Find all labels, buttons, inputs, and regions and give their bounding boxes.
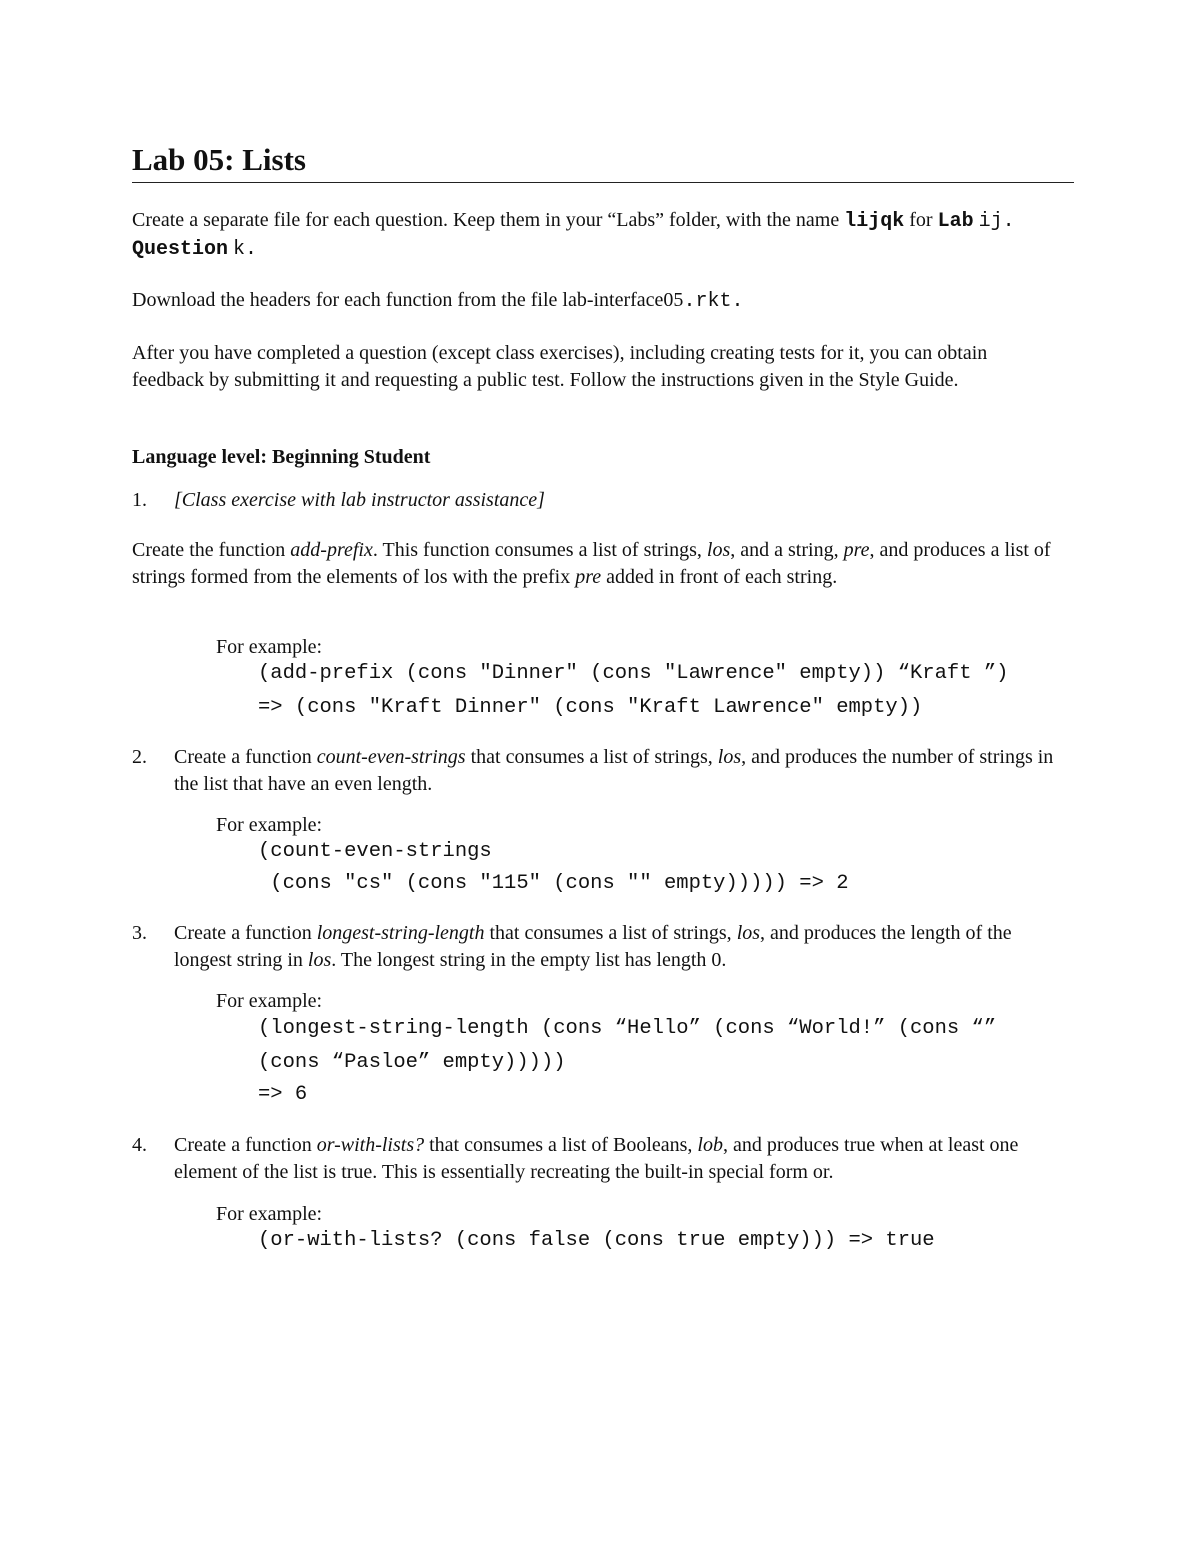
code-line: (longest-string-length (cons “Hello” (cons “World!” (cons “” bbox=[258, 1017, 997, 1040]
intro-text: Download the headers for each function from the file lab-interface05 bbox=[132, 289, 684, 311]
filename-pattern: lijqk bbox=[844, 210, 905, 233]
argument-name: los bbox=[706, 539, 731, 561]
question-text-part: . The longest string in the empty list has length 0. bbox=[331, 949, 727, 971]
function-name: count-even-strings bbox=[316, 746, 466, 768]
question-text-part: Create a function bbox=[174, 922, 317, 944]
example-label: For example: bbox=[216, 1203, 323, 1225]
question-text-part: , and produces the number of strings in the list that have an even length. bbox=[174, 746, 1054, 795]
code-line: (cons "cs" (cons "115" (cons "" empty))))) => 2 bbox=[258, 872, 849, 895]
intro-paragraph-feedback: After you have completed a question (except class exercises), including creating tests for it, you can obtain feedback by submitting it and requesting a public test. Follow the instructions given in the Style Guide. bbox=[132, 342, 988, 391]
code-line: => 6 bbox=[258, 1083, 308, 1106]
argument-name: lob bbox=[697, 1134, 723, 1156]
code-line: (cons “Pasloe” empty))))) bbox=[258, 1051, 566, 1074]
class-exercise-note: [Class exercise with lab instructor assistance] bbox=[174, 489, 545, 511]
question-text bbox=[132, 537, 1062, 591]
question-text-part: , and produces a list of strings formed from the elements of los with the prefix bbox=[132, 539, 1051, 588]
question-text-part: Create a function bbox=[174, 746, 317, 768]
question-text-part: Create a function bbox=[174, 1134, 317, 1156]
argument-name: los bbox=[717, 746, 742, 768]
example-label: For example: bbox=[216, 814, 323, 836]
question-number: 1. bbox=[132, 489, 147, 511]
question-number: 3. bbox=[132, 922, 147, 944]
question-number: 4. bbox=[132, 1134, 147, 1156]
function-name: or-with-lists? bbox=[316, 1134, 425, 1156]
argument-name: pre bbox=[575, 566, 602, 588]
question-text-part: that consumes a list of Booleans, bbox=[424, 1134, 698, 1156]
code-line: (or-with-lists? (cons false (cons true empty))) => true bbox=[258, 1229, 935, 1252]
argument-name: pre bbox=[843, 539, 870, 561]
argument-name: los bbox=[736, 922, 761, 944]
intro-text: for bbox=[904, 209, 938, 231]
file-extension: .rkt. bbox=[683, 290, 744, 313]
example-label: For example: bbox=[216, 636, 323, 658]
question-keyword: Question bbox=[132, 238, 229, 261]
question-text bbox=[174, 920, 1064, 974]
page-title: Lab 05: Lists bbox=[132, 140, 1074, 183]
language-level-heading: Language level: Beginning Student bbox=[132, 446, 431, 468]
question-text bbox=[174, 744, 1064, 798]
lab-number-placeholder: ij. bbox=[978, 210, 1015, 233]
code-line: (add-prefix (cons "Dinner" (cons "Lawrence" empty)) “Kraft ”) bbox=[258, 662, 1009, 685]
intro-text: Create a separate file for each question. Keep them in your “Labs” folder, with the name bbox=[132, 209, 845, 231]
question-text-part: , and produces the length of the longest string in bbox=[174, 922, 1012, 971]
code-line: => (cons "Kraft Dinner" (cons "Kraft Lawrence" empty)) bbox=[258, 696, 923, 719]
question-text-part: Create the function bbox=[132, 539, 291, 561]
intro-paragraph-files bbox=[132, 207, 1062, 263]
question-text-part: that consumes a list of strings, bbox=[484, 922, 737, 944]
code-line: (count-even-strings bbox=[258, 840, 492, 863]
question-text-part: , and a string, bbox=[730, 539, 844, 561]
question-text-part: added in front of each string. bbox=[601, 566, 838, 588]
example-label: For example: bbox=[216, 990, 323, 1012]
question-text bbox=[174, 1132, 1064, 1186]
question-number-placeholder: k. bbox=[233, 238, 258, 261]
function-name: add-prefix bbox=[290, 539, 373, 561]
question-text-part: , and produces true when at least one element of the list is true. This is essentially recreating the built-in special form or. bbox=[174, 1134, 1019, 1183]
question-number: 2. bbox=[132, 746, 147, 768]
function-name: longest-string-length bbox=[316, 922, 485, 944]
lab-keyword: Lab bbox=[937, 210, 974, 233]
question-text-part: that consumes a list of strings, bbox=[465, 746, 718, 768]
intro-paragraph-download bbox=[132, 287, 1062, 315]
argument-name: los bbox=[307, 949, 332, 971]
question-text-part: . This function consumes a list of strings, bbox=[372, 539, 707, 561]
